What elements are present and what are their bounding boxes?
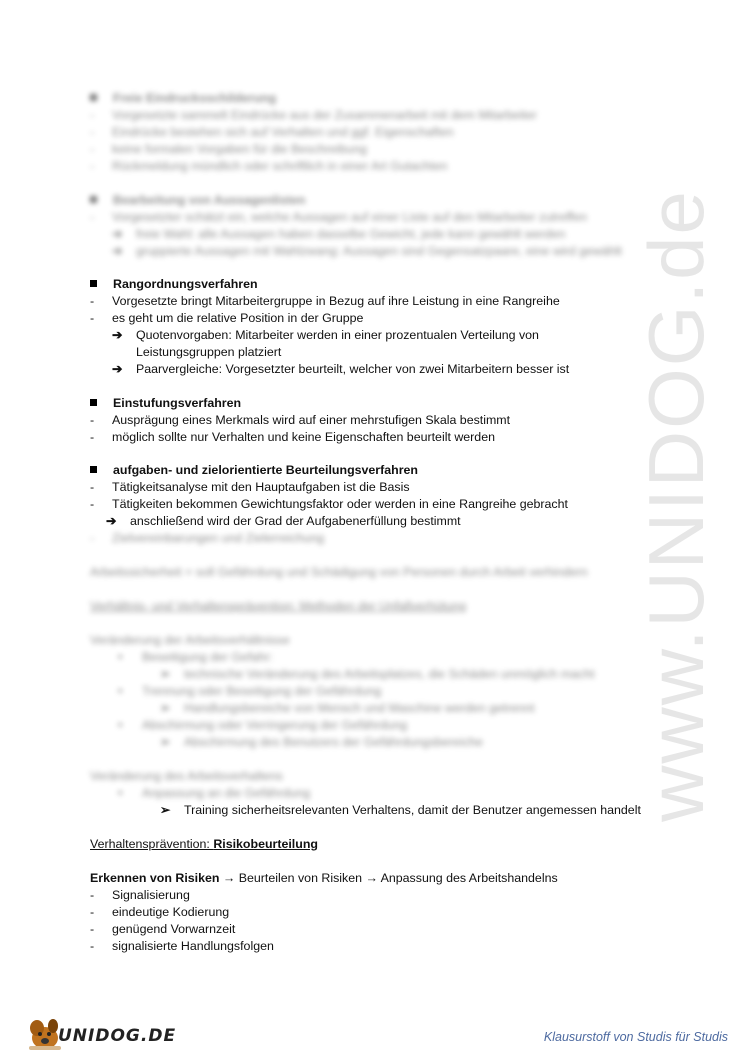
section-heading: aufgaben- und zielorientierte Beurteilungsverfahren — [90, 462, 418, 479]
blur-line: Veränderung des Arbeitsverhaltens — [90, 769, 283, 783]
blur-line: - Eindrücke bestehen sich auf Verhalten und ggf. Eigenschaften — [90, 125, 454, 139]
blur-line: Verhältnis- und Verhaltensprävention: Methoden der Unfallverhütung — [90, 599, 467, 613]
arrow-item: ➢ Training sicherheitsrelevanten Verhaltens, damit der Benutzer angemessen handelt — [160, 803, 641, 817]
blur-line: ➢ Handlungsbereiche von Mensch und Maschine werden getrennt — [160, 701, 535, 715]
square-bullet-icon — [90, 280, 97, 287]
list-item: - Ausprägung eines Merkmals wird auf einer mehrstufigen Skala bestimmt — [90, 413, 511, 427]
arrow-right-icon: ➔ — [112, 328, 123, 342]
blur-line: • Trennung oder Beseitigung der Gefährdung — [118, 684, 382, 698]
blur-line: Veränderung der Arbeitsverhältnisse — [90, 633, 290, 647]
arrow-item: ➔ Quotenvorgaben: Mitarbeiter werden in einer prozentualen Verteilung von — [112, 328, 539, 342]
blur-line: ➢ technische Veränderung des Arbeitsplatzes, die Schäden unmöglich macht — [160, 667, 595, 681]
blur-line: - keine formalen Vorgaben für die Beschreibung — [90, 142, 367, 156]
blur-line: - Rückmeldung mündlich oder schriftlich in einer Art Gutachten — [90, 159, 448, 173]
arrow-item: ➔ anschließend wird der Grad der Aufgabenerfüllung bestimmt — [106, 514, 461, 528]
blur-line: - Vorgesetzte sammelt Eindrücke aus der Zusammenarbeit mit dem Mitarbeiter — [90, 108, 537, 122]
process-line: Erkennen von Risiken → Beurteilen von Risiken → Anpassung des Arbeitshandelns — [90, 871, 558, 885]
blur-line: • Anpassung an die Gefährdung — [118, 786, 311, 800]
footer-slogan: Klausurstoff von Studis für Studis — [543, 1030, 728, 1044]
arrowhead-bullet-icon: ➢ — [160, 803, 171, 817]
square-bullet-icon — [90, 399, 97, 406]
blur-line: ➔ gruppierte Aussagen mit Wahlzwang: Aussagen sind Gegensatzpaare, eine wird gewählt — [112, 244, 622, 258]
blur-line: - Vorgesetzter schätzt ein, welche Aussagen auf einer Liste auf den Mitarbeiter zutreffen — [90, 210, 588, 224]
watermark-text: www.UNIDOG.de — [631, 189, 720, 822]
blur-line: Bearbeitung von Aussagenlisten — [90, 192, 305, 209]
list-item: - Vorgesetzte bringt Mitarbeitergruppe in Bezug auf ihre Leistung in eine Rangreihe — [90, 294, 560, 308]
list-item: - es geht um die relative Position in der Gruppe — [90, 311, 364, 325]
section-heading: Verhaltensprävention: Risikobeurteilung — [90, 837, 318, 851]
list-item: - eindeutige Kodierung — [90, 905, 230, 919]
arrow-item: ➔ Paarvergleiche: Vorgesetzter beurteilt, welcher von zwei Mitarbeitern besser ist — [112, 362, 570, 376]
blur-line: • Beseitigung der Gefahr: — [118, 650, 273, 664]
blur-line: Freie Eindrucksschilderung — [90, 90, 276, 107]
blur-line: Arbeitssicherheit = soll Gefährdung und Schädigung von Personen durch Arbeit verhindern — [90, 565, 588, 579]
square-bullet-icon — [90, 466, 97, 473]
section-heading: Rangordnungsverfahren — [90, 276, 258, 293]
list-item: - Tätigkeiten bekommen Gewichtungsfaktor oder werden in eine Rangreihe gebracht — [90, 497, 568, 511]
blur-line: ➢ Abschirmung des Benutzers der Gefährdungsbereiche — [160, 735, 483, 749]
arrow-item-cont: Leistungsgruppen platziert — [136, 345, 282, 359]
blur-line: - Zielvereinbarungen und Zielerreichung — [90, 531, 325, 545]
list-item: - möglich sollte nur Verhalten und keine Eigenschaften beurteilt werden — [90, 430, 495, 444]
section-heading: Einstufungsverfahren — [90, 395, 241, 412]
arrow-right-icon: ➔ — [106, 514, 117, 528]
list-item: - Signalisierung — [90, 888, 190, 902]
blur-line: • Abschirmung oder Verringerung der Gefährdung — [118, 718, 408, 732]
arrow-right-icon: ➔ — [112, 362, 123, 376]
list-item: - signalisierte Handlungsfolgen — [90, 939, 274, 953]
logo-text: UNIDOG.DE — [58, 1026, 177, 1046]
list-item: - Tätigkeitsanalyse mit den Hauptaufgaben ist die Basis — [90, 480, 410, 494]
list-item: - genügend Vorwarnzeit — [90, 922, 236, 936]
blur-line: ➔ freie Wahl: alle Aussagen haben dasselbe Gewicht, jede kann gewählt werden — [112, 227, 566, 241]
